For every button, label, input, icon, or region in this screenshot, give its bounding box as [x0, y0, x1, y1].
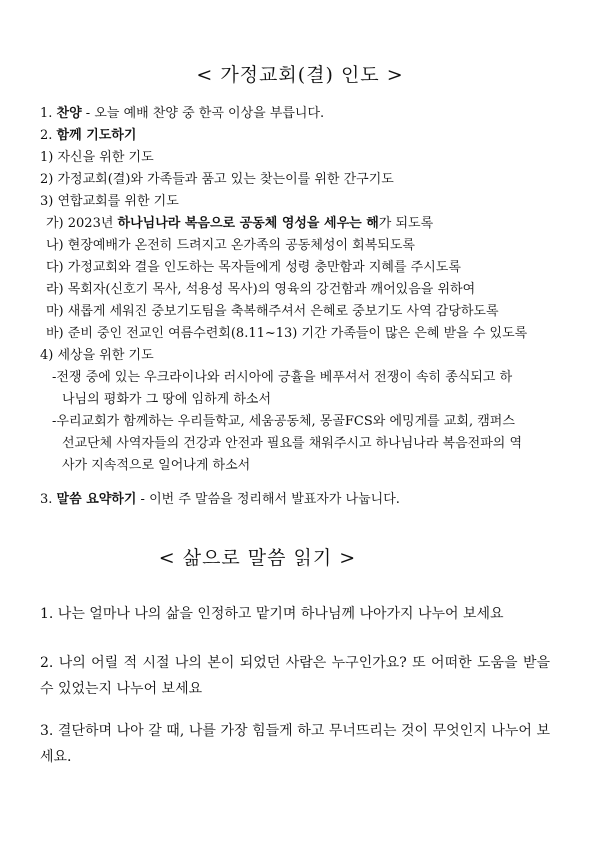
world-prayer-2-line-2: 선교단체 사역자들의 건강과 안전과 필요를 채워주시고 하나님나라 복음전파의 역	[62, 436, 523, 451]
item-prayer	[40, 125, 136, 147]
prayer-sub-1: 1) 자신을 위한 기도	[40, 150, 154, 165]
church-prayer-ga	[46, 213, 433, 235]
ga-theme: 하나님나라 복음으로 공동체 영성을 세우는 해	[117, 216, 379, 231]
world-prayer-1-line-1: -전쟁 중에 있는 우크라이나와 러시아에 긍휼을 베푸셔서 전쟁이 속히 종식되고 하	[52, 370, 513, 385]
item-label: 함께 기도하기	[56, 128, 137, 143]
church-prayer-ma: 마) 새롭게 세워진 중보기도팀을 축복해주셔서 은혜로 중보기도 사역 감당하도록	[46, 304, 499, 319]
question-1: 1. 나는 얼마나 나의 삶을 인정하고 맡기며 하나님께 나아가지 나누어 보세요	[40, 606, 504, 622]
item-worship	[40, 103, 324, 125]
item-number: 3.	[40, 492, 53, 507]
question-2: 2. 나의 어릴 적 시절 나의 본이 되었던 사람은 누구인가요? 또 어떠한 도움을 받을 수 있었는지 나누어 보세요	[40, 655, 550, 697]
ga-suffix: 가 되도록	[378, 216, 434, 231]
prayer-sub-2: 2) 가정교회(결)와 가족들과 품고 있는 찾는이를 위한 간구기도	[40, 172, 394, 187]
church-prayer-da: 다) 가정교회와 결을 인도하는 목자들에게 성령 충만함과 지혜를 주시도록	[46, 260, 461, 275]
world-prayer-1-line-2: 나님의 평화가 그 땅에 임하게 하소서	[62, 392, 272, 407]
church-prayer-na: 나) 현장예배가 온전히 드려지고 온가족의 공동체성이 회복되도록	[46, 238, 415, 253]
section-title-cell-guide: < 가정교회(결) 인도 >	[196, 64, 404, 86]
world-prayer-2-line-3: 사가 지속적으로 일어나게 하소서	[62, 458, 251, 473]
prayer-sub-4: 4) 세상을 위한 기도	[40, 348, 154, 363]
prayer-sub-3: 3) 연합교회를 위한 기도	[40, 194, 179, 209]
item-text: - 오늘 예배 찬양 중 한곡 이상을 부릅니다.	[81, 106, 325, 121]
item-label: 찬양	[56, 106, 82, 121]
item-label: 말씀 요약하기	[56, 492, 137, 507]
item-number: 2.	[40, 128, 53, 143]
item-sermon-summary	[40, 489, 400, 511]
world-prayer-2-line-1: -우리교회가 함께하는 우리들학교, 세움공동체, 몽골FCS와 에밍게를 교회, 캠퍼스	[52, 414, 515, 429]
question-3: 3. 결단하며 나아 갈 때, 나를 가장 힘들게 하고 무너뜨리는 것이 무엇인지 나누어 보세요.	[40, 723, 550, 765]
section-title-living-word: < 삶으로 말씀 읽기 >	[158, 547, 357, 569]
ga-prefix: 가) 2023년	[46, 216, 118, 231]
church-prayer-ra: 라) 목회자(신호기 목사, 석용성 목사)의 영육의 강건함과 깨어있음을 위하여	[46, 282, 476, 297]
church-prayer-ba: 바) 준비 중인 전교인 여름수련회(8.11~13) 기간 가족들이 많은 은혜 받을 수 있도록	[46, 326, 528, 341]
item-number: 1.	[40, 106, 53, 121]
item-text: - 이번 주 말씀을 정리해서 발표자가 나눕니다.	[136, 492, 400, 507]
